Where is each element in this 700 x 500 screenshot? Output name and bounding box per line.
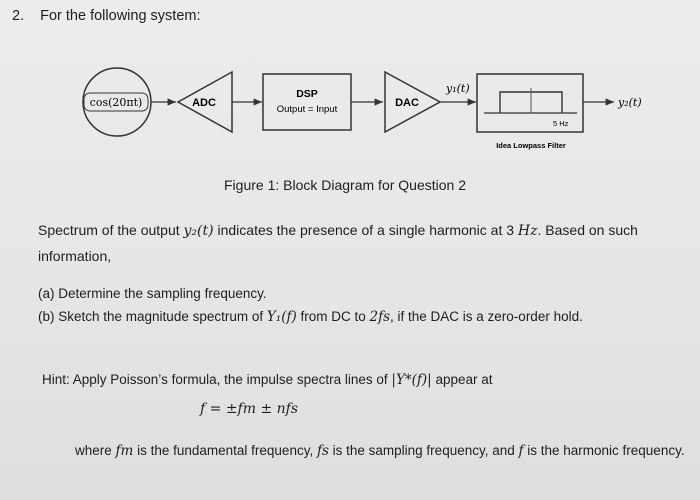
filter-cutoff-label: 5 Hz bbox=[553, 119, 569, 128]
part-b-text-after: , if the DAC is a zero-order hold. bbox=[390, 309, 583, 324]
hint-text-after: appear at bbox=[431, 372, 493, 387]
where-f: f bbox=[518, 443, 524, 459]
where-text-1: where bbox=[75, 443, 116, 458]
dsp-title: DSP bbox=[296, 88, 318, 100]
dsp-block bbox=[263, 74, 351, 130]
y2-label: y₂(t) bbox=[618, 96, 642, 109]
where-text-4: is the harmonic frequency. bbox=[523, 443, 685, 458]
spectrum-unit: Hz bbox=[517, 223, 538, 239]
dsp-subtitle: Output = Input bbox=[276, 104, 338, 115]
adc-label: ADC bbox=[192, 97, 216, 109]
hint-line bbox=[42, 372, 493, 388]
part-b-text-middle: from DC to bbox=[296, 309, 370, 324]
part-b bbox=[38, 309, 583, 325]
spectrum-symbol: y₂(t) bbox=[183, 223, 214, 239]
spectrum-text-before: Spectrum of the output bbox=[38, 222, 184, 238]
where-text-3: is the sampling frequency, and bbox=[328, 443, 519, 458]
part-b-range: 2fs bbox=[369, 309, 391, 325]
filter-caption: Idea Lowpass Filter bbox=[496, 141, 566, 150]
spectrum-text-after: . Based on such information, bbox=[38, 222, 638, 264]
where-fs: fs bbox=[316, 443, 329, 459]
figure-caption: Figure 1: Block Diagram for Question 2 bbox=[224, 177, 466, 193]
block-diagram bbox=[0, 0, 700, 175]
part-b-symbol: Y₁(f) bbox=[266, 309, 297, 325]
part-a bbox=[38, 286, 267, 301]
question-prompt: For the following system: bbox=[40, 8, 201, 24]
input-signal-label: cos(20πt) bbox=[89, 96, 143, 109]
where-fm: fm bbox=[115, 443, 134, 459]
question-number: 2. bbox=[12, 8, 25, 24]
spectrum-paragraph bbox=[38, 218, 688, 269]
y1-label: y₁(t) bbox=[446, 82, 470, 95]
part-a-text: (a) Determine the sampling frequency. bbox=[38, 286, 267, 301]
part-b-text-before: (b) Sketch the magnitude spectrum of bbox=[38, 309, 267, 324]
dac-label: DAC bbox=[395, 97, 419, 109]
spectrum-text-middle: indicates the presence of a single harmonic at 3 bbox=[213, 222, 518, 238]
hint-symbol: |Y*(f)| bbox=[391, 372, 432, 388]
hint-text-before: Hint: Apply Poisson’s formula, the impulse spectra lines of bbox=[42, 372, 392, 387]
poisson-formula: f = ±fm ± nfs bbox=[200, 401, 299, 417]
where-text-2: is the fundamental frequency, bbox=[133, 443, 317, 458]
definitions-paragraph bbox=[75, 440, 685, 462]
